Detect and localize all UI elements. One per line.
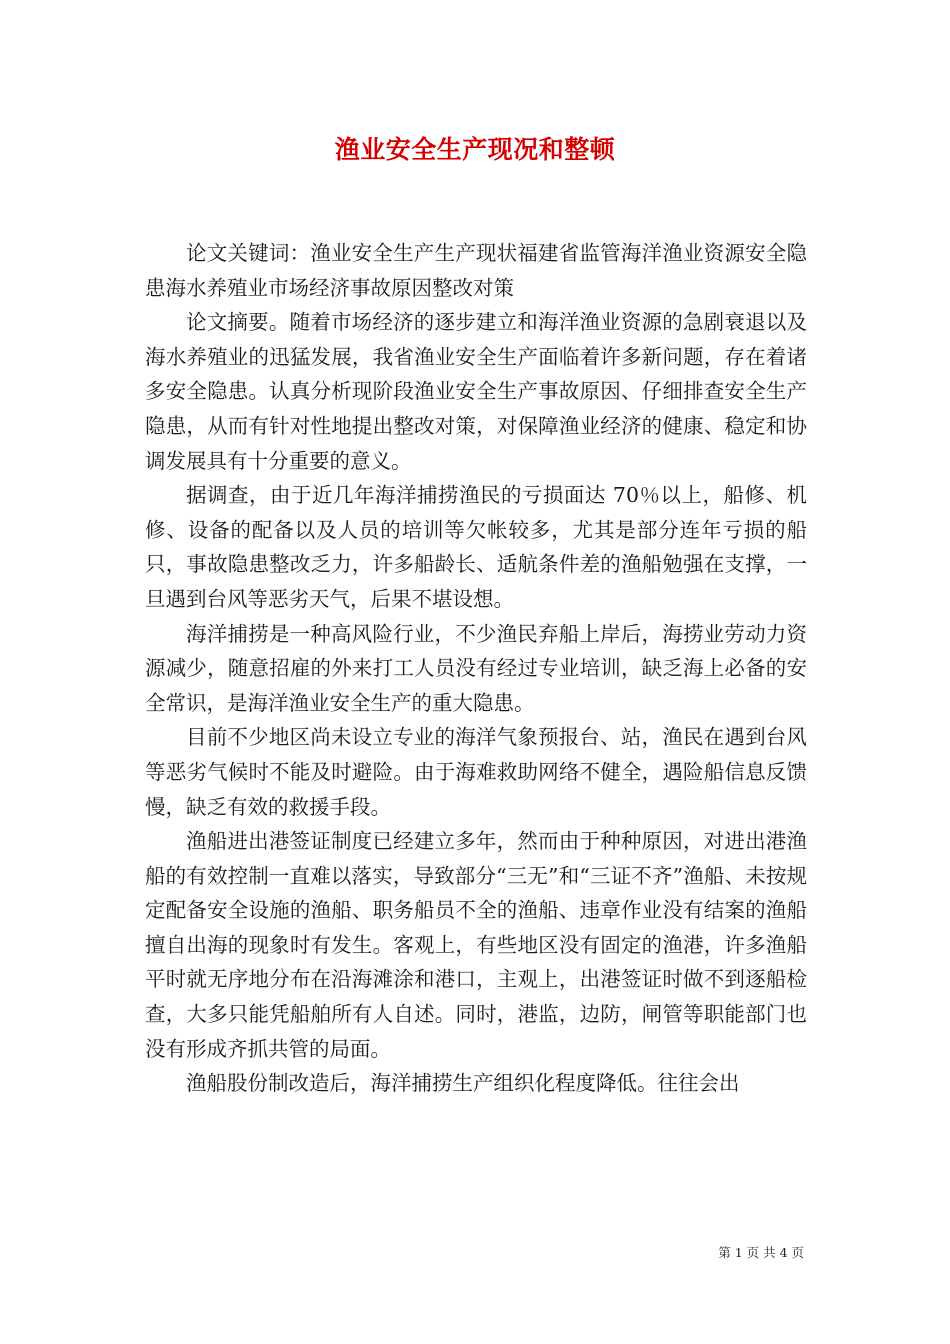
paragraph-survey: 据调查，由于近几年海洋捕捞渔民的亏损面达 70％以上，船修、机修、设备的配备以及人员的培训等欠帐较多，尤其是部分连年亏损的船只，事故隐患整改乏力，许多船龄长、适航条件差的渔船勉强在支撑，一旦遇到台风等恶劣天气，后果不堪设想。 [145,483,807,611]
paragraph-port-visa: 渔船进出港签证制度已经建立多年，然而由于种种原因，对进出港渔船的有效控制一直难以落实，导致部分“三无”和“三证不齐”渔船、未按规定配备安全设施的渔船、职务船员不全的渔船、违章作业没有结案的渔船擅自出海的现象时有发生。客观上，有些地区没有固定的渔港，许多渔船平时就无序地分布在沿海滩涂和港口，主观上，出港签证时做不到逐船检查，大多只能凭船舶所有人自述。同时，港监，边防，闸管等职能部门也没有形成齐抓共管的局面。 [145,829,807,1061]
paragraph-shareholding: 渔船股份制改造后，海洋捕捞生产组织化程度降低。往往会出 [186,1071,740,1096]
paragraph-weather: 目前不少地区尚未设立专业的海洋气象预报台、站，渔民在遇到台风等恶劣气候时不能及时避险。由于海难救助网络不健全，遇险船信息反馈慢，缺乏有效的救援手段。 [145,725,807,819]
page-title: 渔业安全生产现况和整顿 [334,135,616,164]
paragraph-abstract: 论文摘要。随着市场经济的逐步建立和海洋渔业资源的急剧衰退以及海水养殖业的迅猛发展，我省渔业安全生产面临着许多新问题，存在着诸多安全隐患。认真分析现阶段渔业安全生产事故原因、仔细排查安全生产隐患，从而有针对性地提出整改对策，对保障渔业经济的健康、稳定和协调发展具有十分重要的意义。 [145,310,807,473]
paragraph-labor: 海洋捕捞是一种高风险行业，不少渔民弃船上岸后，海捞业劳动力资源减少，随意招雇的外来打工人员没有经过专业培训，缺乏海上必备的安全常识，是海洋渔业安全生产的重大隐患。 [145,621,807,715]
page-number: 第 1 页 共 4 页 [718,1245,804,1260]
paragraph-keywords: 论文关键词：渔业安全生产生产现状福建省监管海洋渔业资源安全隐患海水养殖业市场经济事故原因整改对策 [145,241,807,300]
document-body [145,236,807,1101]
